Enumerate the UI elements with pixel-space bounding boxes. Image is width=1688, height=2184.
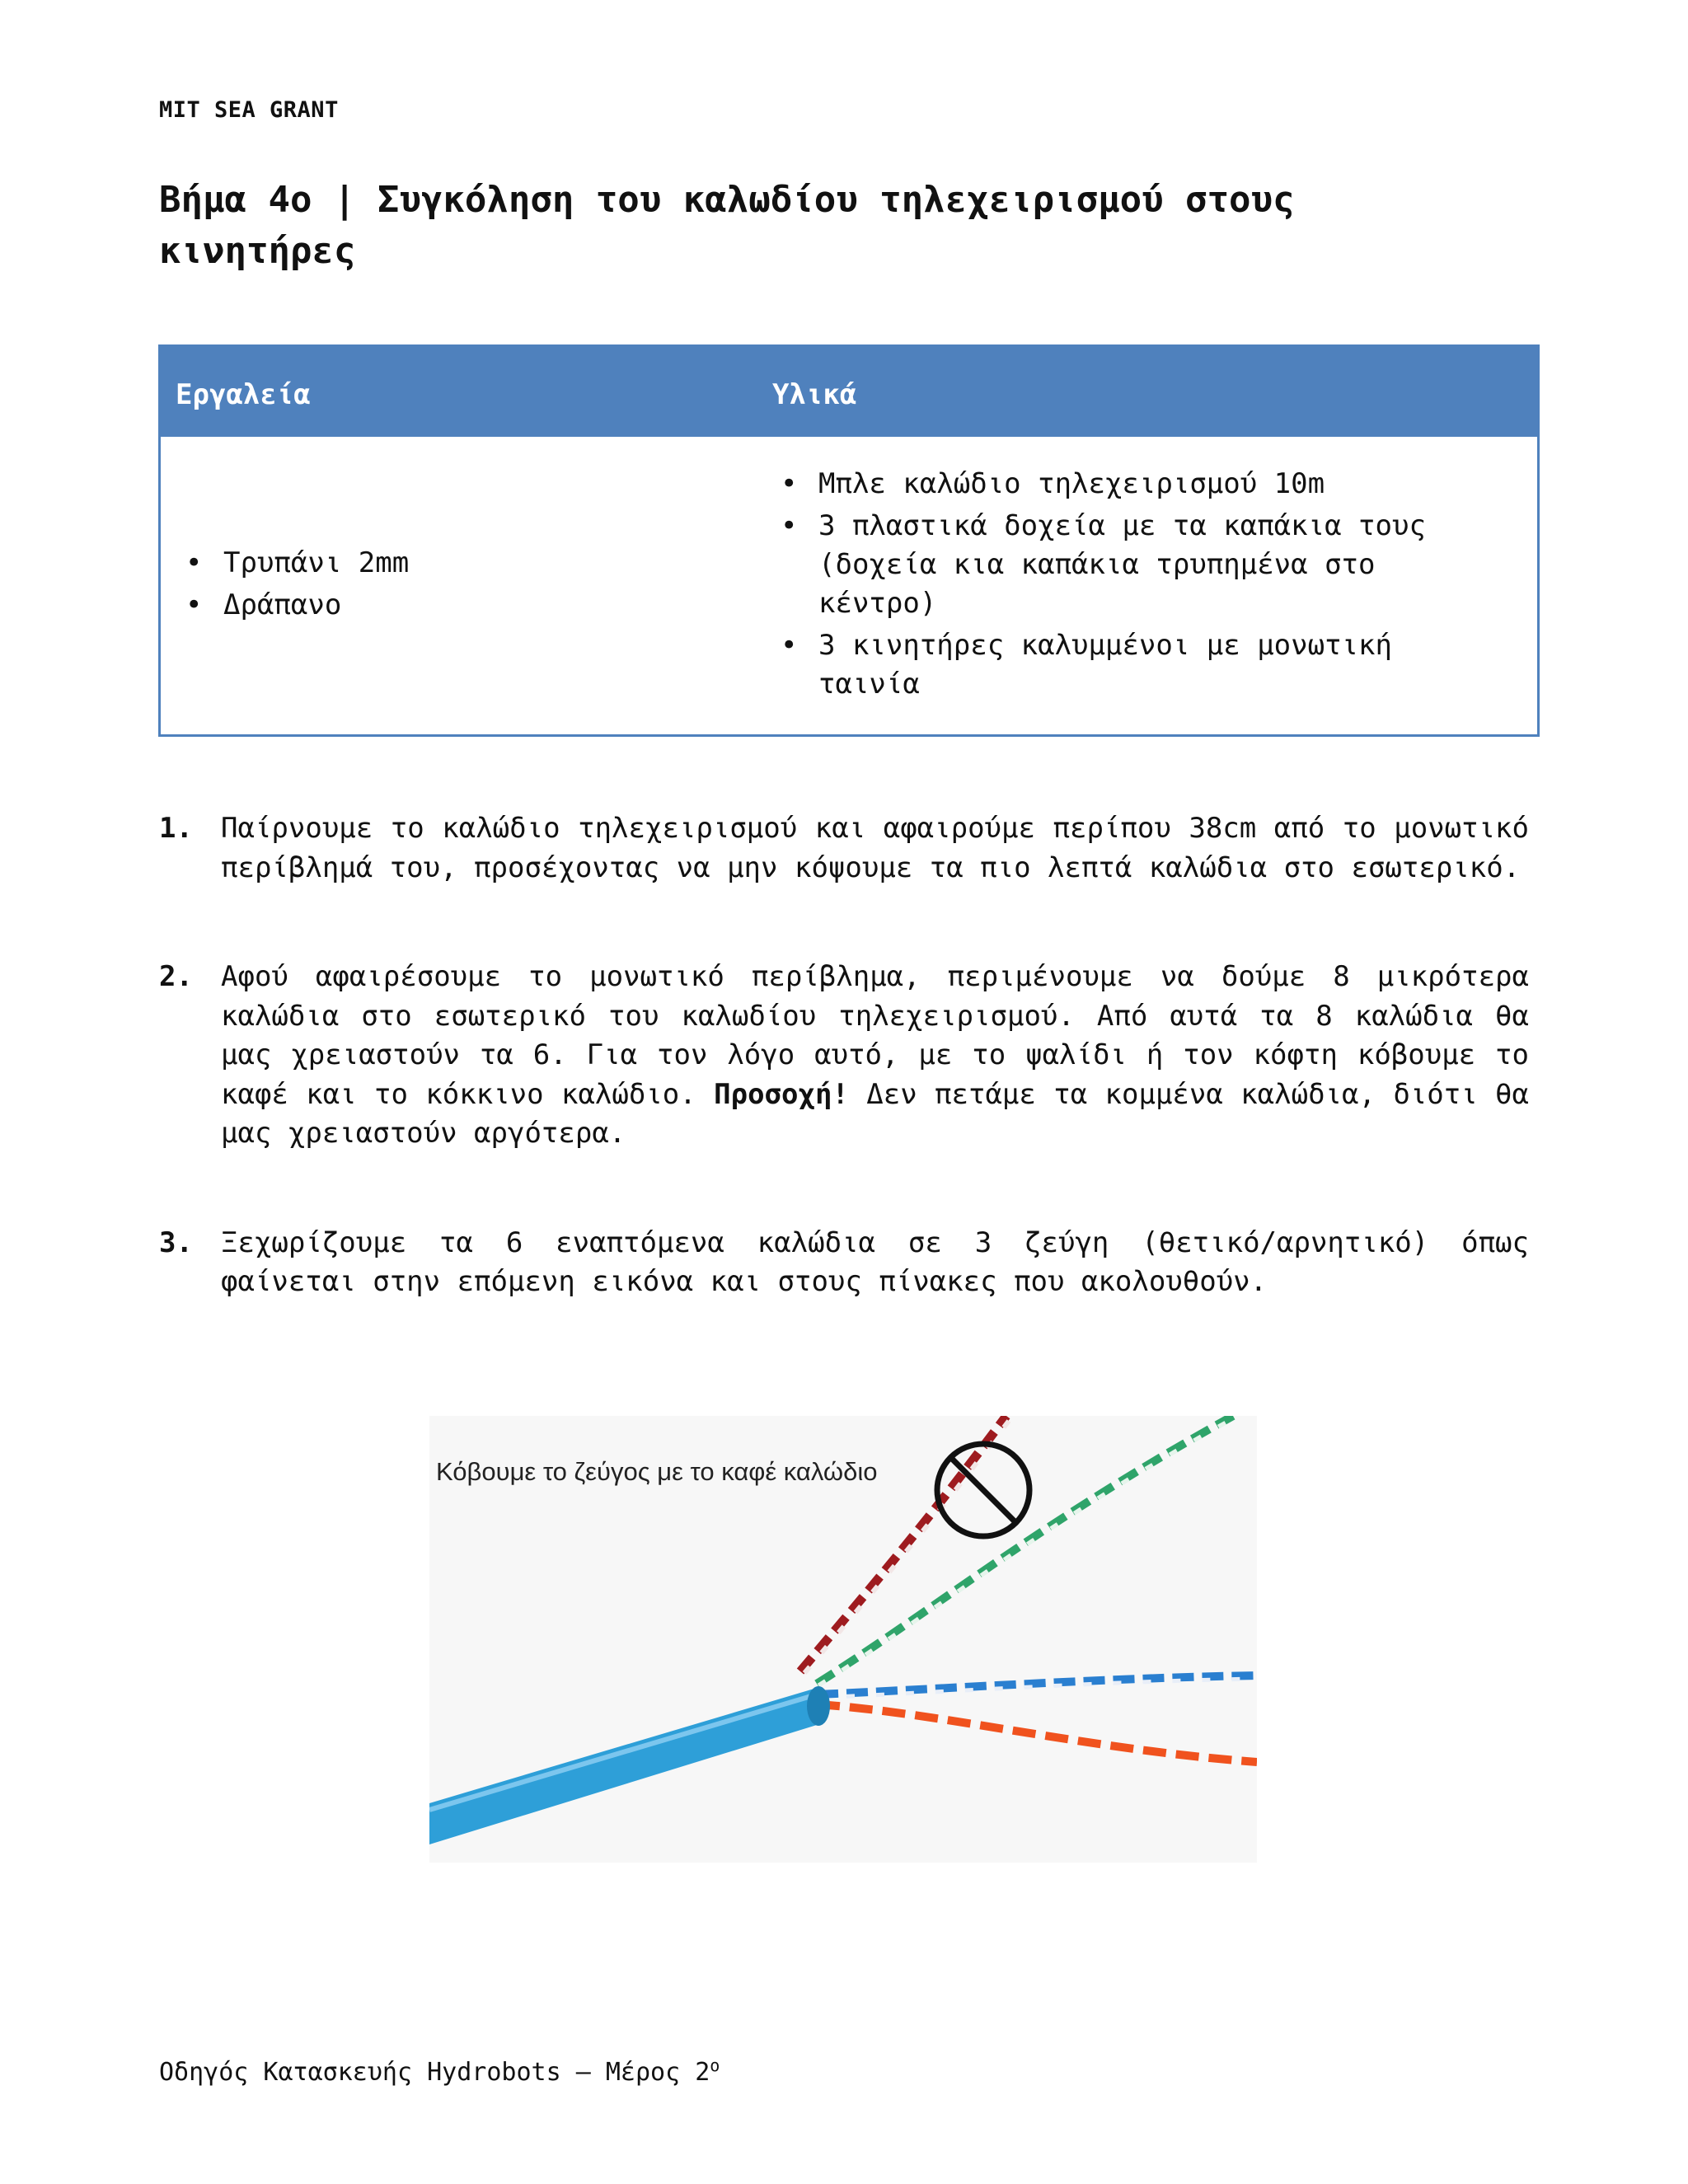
list-item: • 3 πλαστικά δοχεία με τα καπάκια τους (δοχεία κια καπάκια τρυπημένα στο κέντρο) [781,507,1506,623]
figure-caption: Κόβουμε το ζεύγος με το καφέ καλώδιο [436,1457,878,1486]
list-item: • Δράπανο [185,586,409,625]
step-number: 2. [159,960,193,993]
page-title: Βήμα 4ο | Συγκόληση του καλωδίου τηλεχειρισμού στους κινητήρες [159,179,1295,272]
materials-table [158,344,1540,737]
cable-photo [429,1416,1257,1863]
orange-wire-pair [817,1704,1257,1762]
step-3 [159,1224,1529,1302]
list-item: • Τρυπάνι 2mm [185,544,409,583]
materials-heading: Υλικά [772,378,857,411]
step-number: 3. [159,1226,193,1259]
list-item: • Μπλε καλώδιο τηλεχειρισμού 10m [781,465,1506,504]
footer-text: Οδηγός Κατασκευής Hydrobots – Μέρος 2 [159,2058,710,2087]
tools-list [185,544,409,628]
table-header-row [161,347,1537,437]
tools-cell [185,437,746,735]
header-org: MIT SEA GRANT [159,97,339,123]
footer-superscript: ο [710,2055,720,2075]
blue-wire-pair [817,1675,1257,1694]
prohibited-icon [937,1444,1029,1536]
brown-wire-pair [800,1416,1006,1671]
materials-cell [781,437,1506,735]
step-2 [159,958,1529,1154]
warning-text: Προσοχή! [714,1077,849,1111]
step-text-continued: Δεν πετάμε τα κομμένα καλώδια, διότι θα μας χρειαστούν αργότερα. [221,1077,1529,1150]
steps-list [159,809,1529,1302]
footer [159,2055,720,2087]
step-text: Αφού αφαιρέσουμε το μονωτικό περίβλημα, περιμένουμε να δούμε 8 μικρότερα καλώδια στο εσωτερικό του καλωδίου τηλεχειρισμού. Από αυτά τα 8 καλώδια θα μας χρειαστούν τα 6. Για τον λόγο αυτό, με το ψαλίδι ή τον κόφτη κόβουμε το καφέ και το κόκκινο καλώδιο. [221,960,1529,1111]
step-number: 1. [159,812,193,845]
materials-list [781,465,1506,707]
step-1 [159,809,1529,888]
step-text: Παίρνουμε το καλώδιο τηλεχειρισμού και αφαιρούμε περίπου 38cm από το μονωτικό περίβλημά του, προσέχοντας να μην κόψουμε τα πιο λεπτά καλώδια στο εσωτερικό. [221,812,1529,884]
step-text: Ξεχωρίζουμε τα 6 εναπτόμενα καλώδια σε 3 ζεύγη (θετικό/αρνητικό) όπως φαίνεται στην επόμενη εικόνα και στους πίνακες που ακολουθούν. [221,1226,1529,1298]
tools-heading: Εργαλεία [176,378,311,411]
table-body-row [161,437,1537,735]
list-item: • 3 κινητήρες καλυμμένοι με μονωτική ταινία [781,626,1506,704]
